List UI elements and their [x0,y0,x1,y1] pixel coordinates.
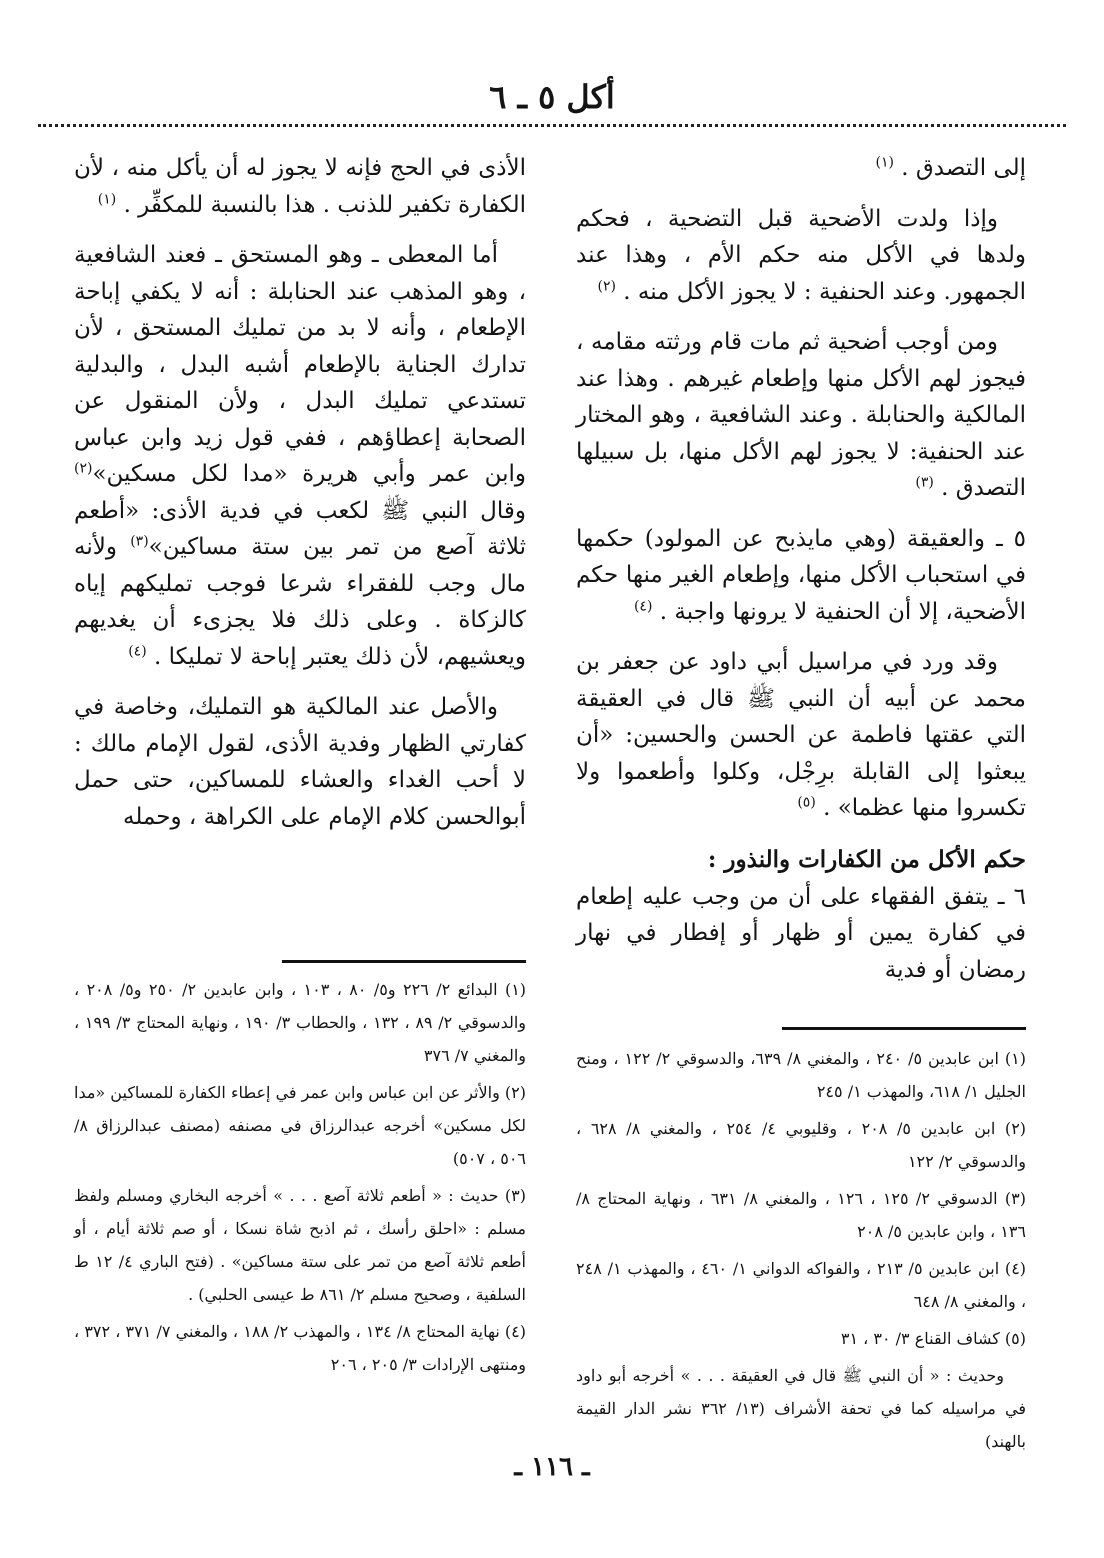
footnote: (٣) حديث : « أطعم ثلاثة آصع . . . » أخرجه البخاري ومسلم ولفظ مسلم : «احلق رأسك ، ثم اذبح شاة نسكا ، أو صم ثلاثة أيام ، أو أطعم ثلاثة آصع من تمر على ستة مساكين» . (فتح الباري ٤/ ١٢ ط السلفية ، وصحيح مسلم ٢/ ٨٦١ ط عيسى الحلبي) . [74,1186,526,1304]
footnote-separator [782,1027,1026,1030]
paragraph: ٦ ـ يتفق الفقهاء على أن من وجب عليه إطعام في كفارة يمين أو ظهار أو إفطار في نهار رمضان أو فدية [576,883,1026,983]
right-text-column [576,150,1026,1002]
footnote-ref: (٣) [130,533,149,550]
footnote: (٣) الدسوقي ٢/ ١٢٥ ، ١٢٦ ، والمغني ٨/ ٦٣١ ، ونهاية المحتاج ٨/ ١٣٦ ، وابن عابدين ٥/ ٢٠٨ [576,1189,1027,1241]
footnote: وحديث : « أن النبي ﷺ قال في العقيقة . . . » أخرجه أبو داود في مراسيله كما في تحفة الأشراف (١٣/ ٣٦٢ نشر الدار القيمة بالهند) [576,1366,1026,1451]
footnote: (٥) كشاف القناع ٣/ ٣٠ ، ٣١ [840,1329,1026,1348]
paragraph: إلى التصدق . $^{(١)}$ [875,154,1026,181]
page-number: ـ ١١٦ ـ [514,1452,590,1482]
paragraph: وقد ورد في مراسيل أبي داود عن جعفر بن محمد عن أبيه أن النبي ﷺ قال في العقيقة التي عقتها فاطمة عن الحسن والحسين: «أن يبعثوا إلى القابلة برِجْل، وكلوا وأطعموا ولا تكسروا منها عظما» . $^{(٥)}$ [576,649,1026,821]
running-header: أكل ٥ ـ ٦ [489,78,615,116]
paragraph: وإذا ولدت الأضحية قبل التضحية ، فحكم ولدها في الأكل منه حكم الأم ، وهذا عند الجمهور. وعند الحنفية : لا يجوز الأكل منه . $^{(٢)}$ [576,205,1026,305]
footnote-ref: (٢) [597,277,616,294]
section-heading: حكم الأكل من الكفارات والنذور : [707,845,1026,873]
footnote: (٢) والأثر عن ابن عباس وابن عمر في إعطاء الكفارة للمساكين «مدا لكل مسكين» أخرجه عبدالرزاق في مصنفه (مصنف عبدالرزاق ٨/ ٥٠٦ ، ٥٠٧) [74,1083,526,1168]
paragraph: الأذى في الحج فإنه لا يجوز له أن يأكل منه ، لأن الكفارة تكفير للذنب . هذا بالنسبة للمكفِّر . $^{(١)}$ [74,155,526,218]
right-footnotes [576,1042,1026,1462]
footnote: (٢) ابن عابدين ٥/ ٢٠٨ ، وقليوبي ٤/ ٢٥٤ ، والمغني ٨/ ٦٢٨ ، والدسوقي ٢/ ١٢٢ [576,1119,1027,1171]
left-footnotes [74,973,526,1385]
footnote-ref: (٣) [915,474,934,491]
footnote-ref: (١) [875,154,894,171]
paragraph: والأصل عند المالكية هو التمليك، وخاصة في كفارتي الظهار وفدية الأذى، لقول الإمام مالك : لا أحب الغداء والعشاء للمساكين، حتى حمل أبوالحسن كلام الإمام على الكراهة ، وحمله [74,694,526,830]
paragraph: ومن أوجب أضحية ثم مات قام ورثته مقامه ، فيجوز لهم الأكل منها وإطعام غيرهم . وهذا عند المالكية والحنابلة . وعند الشافعية ، وهو المختار عند الحنفية: لا يجوز لهم الأكل منها، بل سبيلها التصدق . $^{(٣)}$ [576,329,1026,501]
paragraph: ٥ ـ والعقيقة (وهي مايذبح عن المولود) حكمها في استحباب الأكل منها، وإطعام الغير منها حكم الأضحية، إلا أن الحنفية لا يرونها واجبة . $^{(٤)}$ [576,525,1026,625]
footnote: (٤) نهاية المحتاج ٨/ ١٣٤ ، والمهذب ٢/ ١٨٨ ، والمغني ٧/ ٣٧١ ، ٣٧٢ ، ومنتهى الإرادات ٣/ ٢٠٥ ، ٢٠٦ [74,1322,527,1374]
paragraph: أما المعطى ـ وهو المستحق ـ فعند الشافعية ، وهو المذهب عند الحنابلة : أنه لا يكفي إباحة الإطعام ، وأنه لا بد من تمليك المستحق ، لأن تدارك الجناية بالإطعام أشبه البدل ، والبدلية تستدعي تمليك البدل ، ولأن المنقول عن الصحابة إعطاؤهم ، ففي قول زيد وابن عباس وابن عمر وأبي هريرة «مدا لكل مسكين»$^{(٢)}$ وقال النبي ﷺ لكعب في فدية الأذى: «أطعم ثلاثة آصع من تمر بين ستة مساكين»$^{(٣)}$ ولأنه مال وجب للفقراء شرعا فوجب تمليكهم إياه كالزكاة . وعلى ذلك فلا يجزىء أن يغديهم ويعشيهم، لأن ذلك يعتبر إباحة لا تمليكا . $^{(٤)}$ [74,242,527,670]
footnote: (٤) ابن عابدين ٥/ ٢١٣ ، والفواكه الدواني ١/ ٤٦٠ ، والمهذب ١/ ٢٤٨ ، والمغني ٨/ ٦٤٨ [576,1259,1027,1311]
header-dotted-divider [38,124,1066,127]
left-text-column [74,150,526,849]
footnote-ref: (١) [97,190,117,207]
footnote-ref: (٤) [633,597,653,614]
footnote-ref: (٢) [74,460,93,477]
footnote-separator [282,960,526,963]
footnote-ref: (٤) [128,642,147,659]
footnote: (١) ابن عابدين ٥/ ٢٤٠ ، والمغني ٨/ ٦٣٩، والدسوقي ٢/ ١٢٢ ، ومنح الجليل ١/ ٦١٨، والمهذب ١/ ٢٤٥ [576,1049,1026,1101]
footnote: (١) البدائع ٢/ ٢٢٦ و٥/ ٨٠ ، ١٠٣ ، وابن عابدين ٢/ ٢٥٠ و٥/ ٢٠٨ ، والدسوقي ٢/ ٨٩ ، ١٣٢ ، والحطاب ٣/ ١٩٠ ، ونهاية المحتاج ٣/ ١٩٩ ، والمغني ٧/ ٣٧٦ [74,980,527,1065]
footnote-ref: (٥) [797,794,816,811]
